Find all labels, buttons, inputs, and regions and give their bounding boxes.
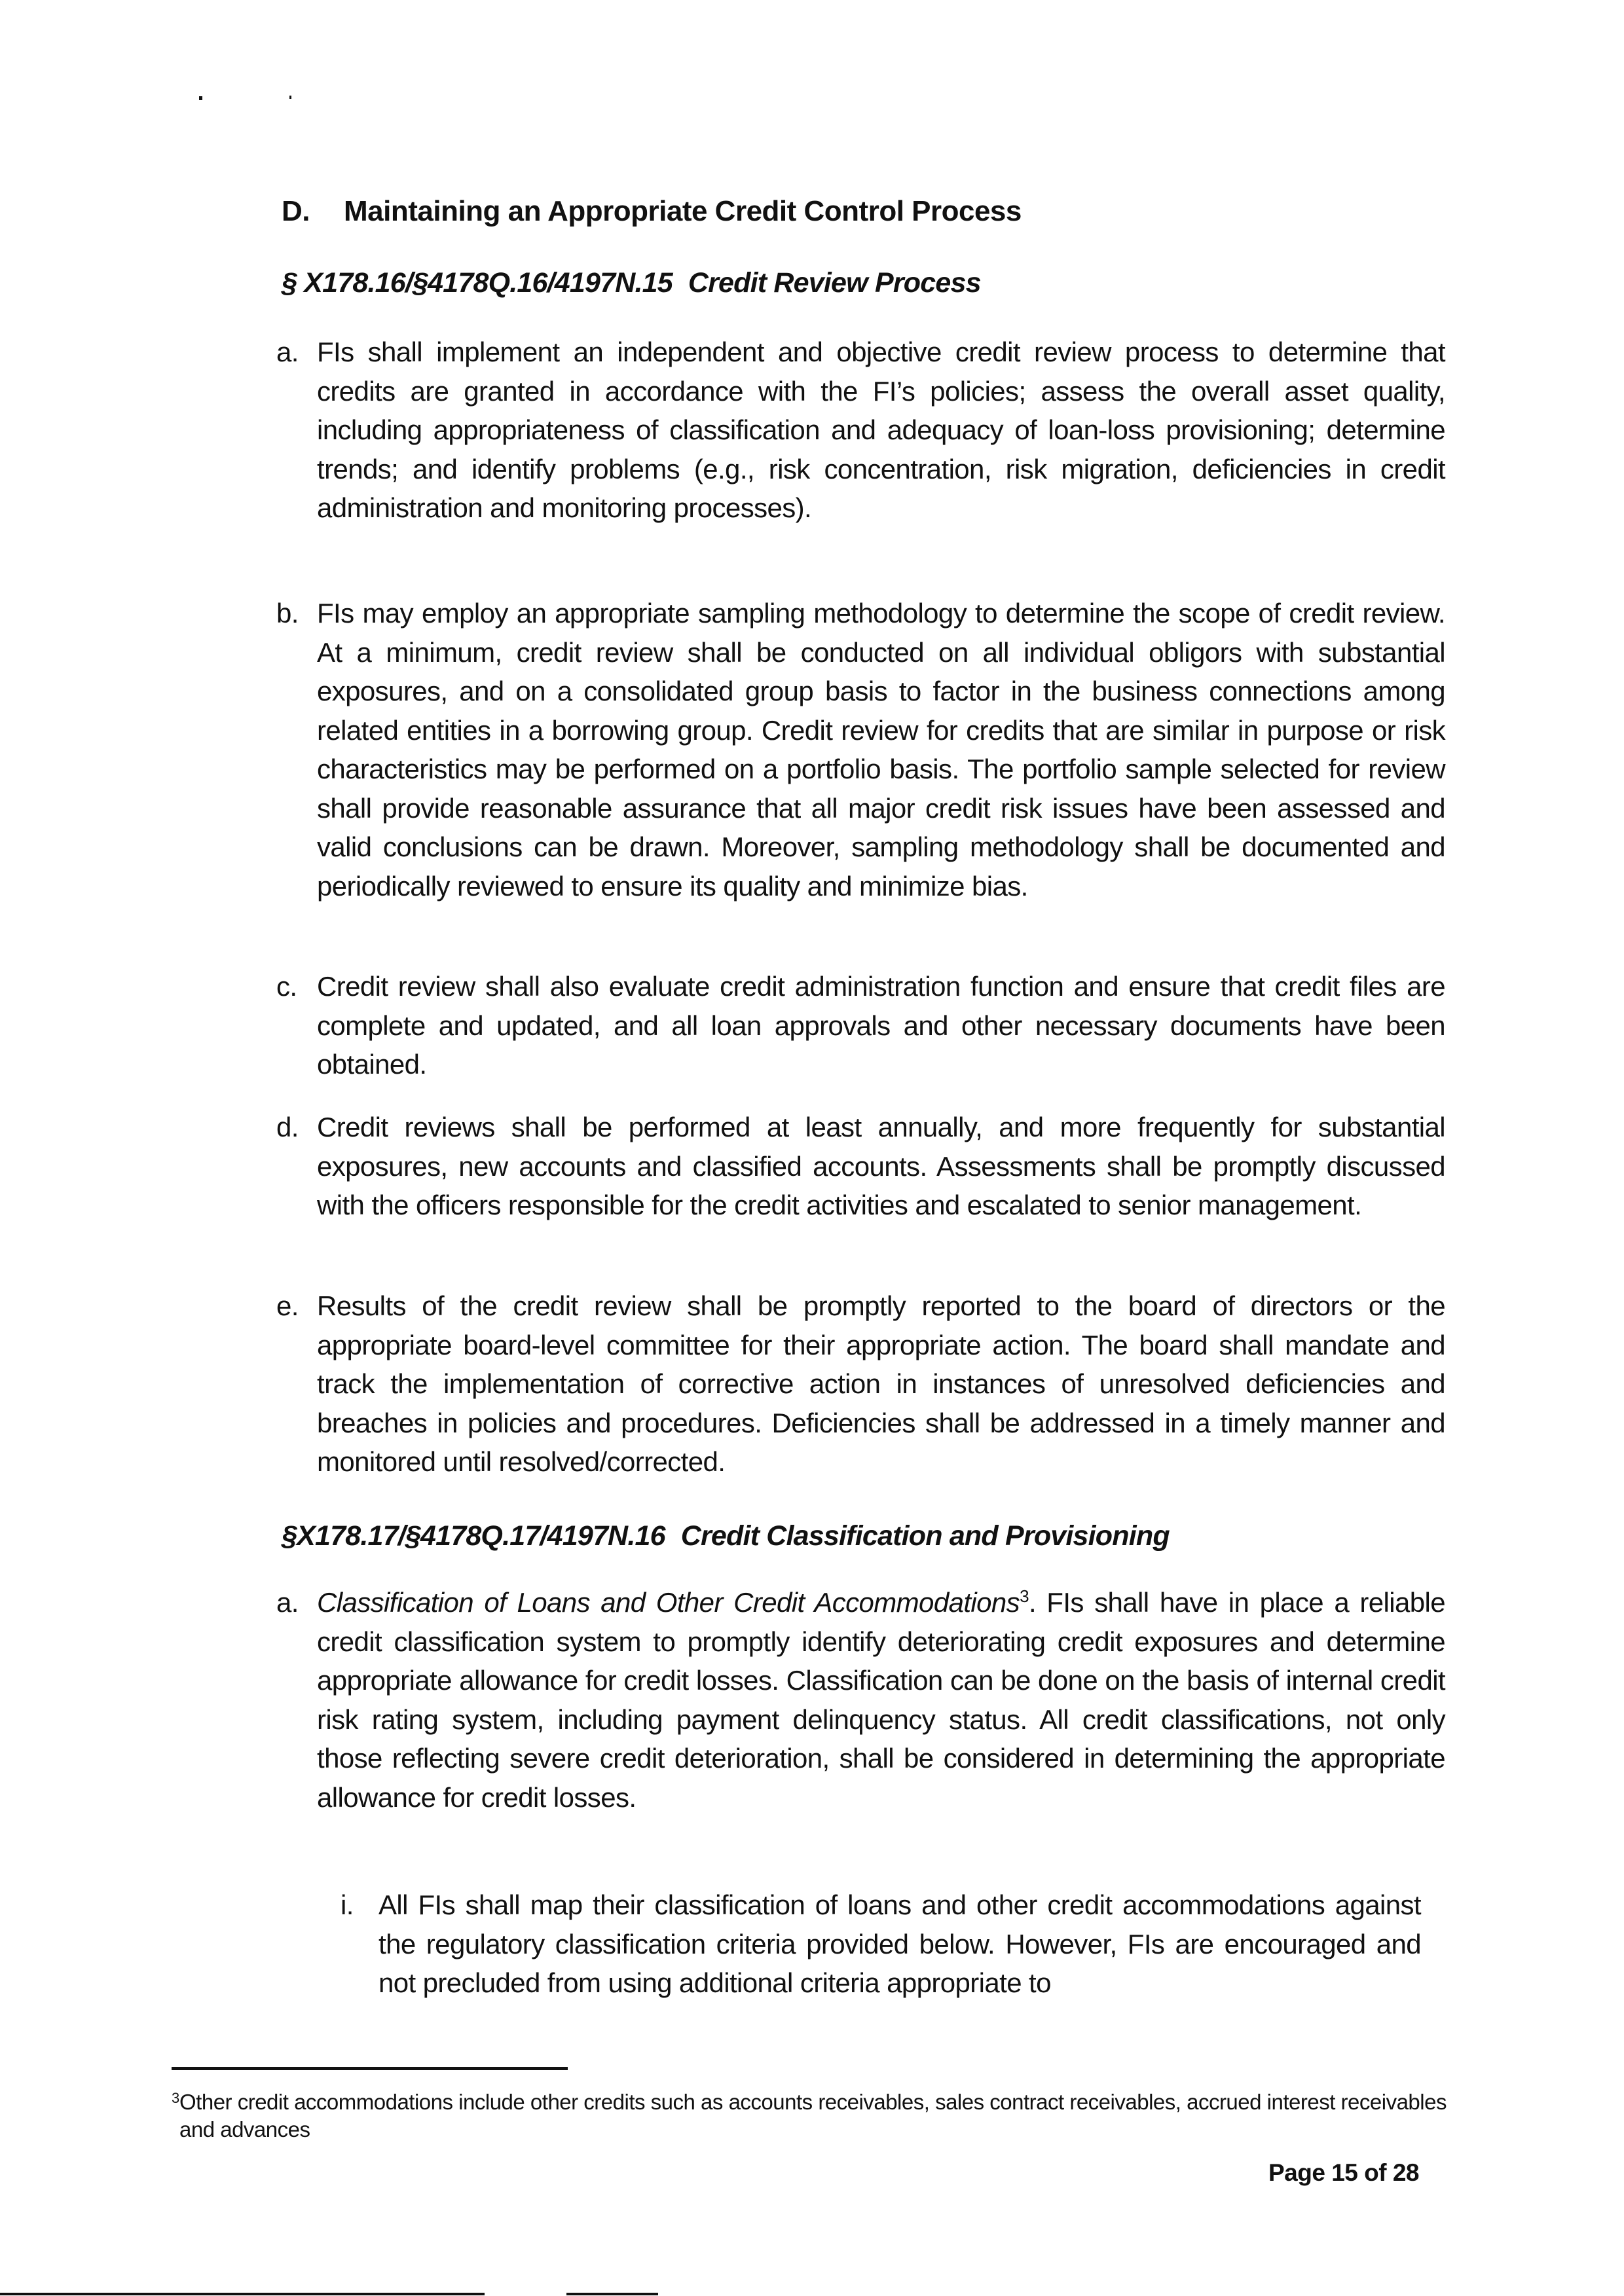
- list-marker: c.: [276, 971, 297, 1002]
- list-marker: b.: [276, 598, 299, 629]
- list-item-d: [276, 1108, 1445, 1225]
- list-item-text: All FIs shall map their classification of loans and other credit accommodations against the regulatory classification criteria provided below. However, FIs are encouraged and not precluded from using additional criteria appropriate to: [378, 1889, 1421, 1998]
- section-heading: [282, 195, 1022, 228]
- footnote-separator: [172, 2067, 568, 2070]
- list-item-text: FIs shall implement an independent and objective credit review process to determine that credits are granted in accordance with the FI’s policies; assess the overall asset quality, including appropriateness of classification and adequacy of loan-loss provisioning; determine trends; and identify problems (e.g., risk concentration, risk migration, deficiencies in credit administration and monitoring processes).: [317, 337, 1445, 523]
- list-item-c: [276, 967, 1445, 1084]
- list-item-text: Results of the credit review shall be promptly reported to the board of directors or the appropriate board-level committee for their appropriate action. The board shall mandate and track the implementation of corrective action in instances of unresolved deficiencies and breaches in policies and procedures. Deficiencies shall be addressed in a timely manner and monitored until resolved/corrected.: [317, 1290, 1445, 1477]
- list-marker: e.: [276, 1290, 299, 1321]
- section-title: Maintaining an Appropriate Credit Control Process: [344, 195, 1022, 227]
- item-body: . FIs shall have in place a reliable credit classification system to promptly identify deteriorating credit exposures and determine appropriate allowance for credit losses. Classification can be done on the basis of internal credit risk rating system, including payment delinquency status. All credit classifications, not only those reflecting severe credit deterioration, shall be considered in determining the appropriate allowance for credit losses.: [317, 1587, 1445, 1813]
- list-marker: i.: [341, 1889, 354, 1920]
- list-item-e: [276, 1286, 1445, 1482]
- footnote-mark: 3: [172, 2090, 179, 2106]
- list-item-classification-a: [276, 1583, 1445, 1817]
- list-item-text: Credit reviews shall be performed at least annually, and more frequently for substantial exposures, new accounts and classified accounts. Assessments shall be promptly discussed with the officers responsible for the credit activities and escalated to senior management.: [317, 1112, 1445, 1220]
- footnote-ref[interactable]: 3: [1020, 1586, 1029, 1606]
- footnote: [172, 2088, 1455, 2143]
- scan-edge: [0, 2293, 485, 2295]
- subsection-title: Credit Classification and Provisioning: [680, 1520, 1170, 1552]
- list-item-text: [317, 1583, 1445, 1817]
- scan-speck: [199, 96, 202, 100]
- scan-edge: [566, 2293, 658, 2295]
- subsection-heading-classification: [282, 1520, 1170, 1552]
- section-letter: D.: [282, 195, 310, 227]
- list-item-a: [276, 333, 1445, 528]
- list-item-i: [341, 1886, 1421, 2003]
- italic-lead: Classification of Loans and Other Credit Accommodations: [317, 1587, 1020, 1618]
- subsection-code: § X178.16/§4178Q.16/4197N.15: [282, 267, 673, 299]
- subsection-heading-credit-review: [282, 267, 981, 299]
- subsection-code: §X178.17/§4178Q.17/4197N.16: [282, 1520, 665, 1552]
- list-marker: a.: [276, 337, 299, 367]
- page-number: Page 15 of 28: [1268, 2159, 1419, 2186]
- footnote-text: Other credit accommodations include other credits such as accounts receivables, sales contract receivables, accrued interest receivables and advances: [179, 2090, 1447, 2141]
- list-marker: d.: [276, 1112, 299, 1142]
- list-item-text: FIs may employ an appropriate sampling methodology to determine the scope of credit review. At a minimum, credit review shall be conducted on all individual obligors with substantial exposures, and on a consolidated group basis to factor in the business connections among related entities in a borrowing group. Credit review for credits that are similar in purpose or risk characteristics may be performed on a portfolio basis. The portfolio sample selected for review shall provide reasonable assurance that all major credit risk issues have been assessed and valid conclusions can be drawn. Moreover, sampling methodology shall be documented and periodically reviewed to ensure its quality and minimize bias.: [317, 598, 1445, 902]
- subsection-title: Credit Review Process: [688, 267, 981, 299]
- scan-speck: [289, 96, 291, 99]
- list-item-b: [276, 594, 1445, 905]
- list-item-text: Credit review shall also evaluate credit administration function and ensure that credit files are complete and updated, and all loan approvals and other necessary documents have been obtained.: [317, 971, 1445, 1080]
- list-marker: a.: [276, 1587, 299, 1618]
